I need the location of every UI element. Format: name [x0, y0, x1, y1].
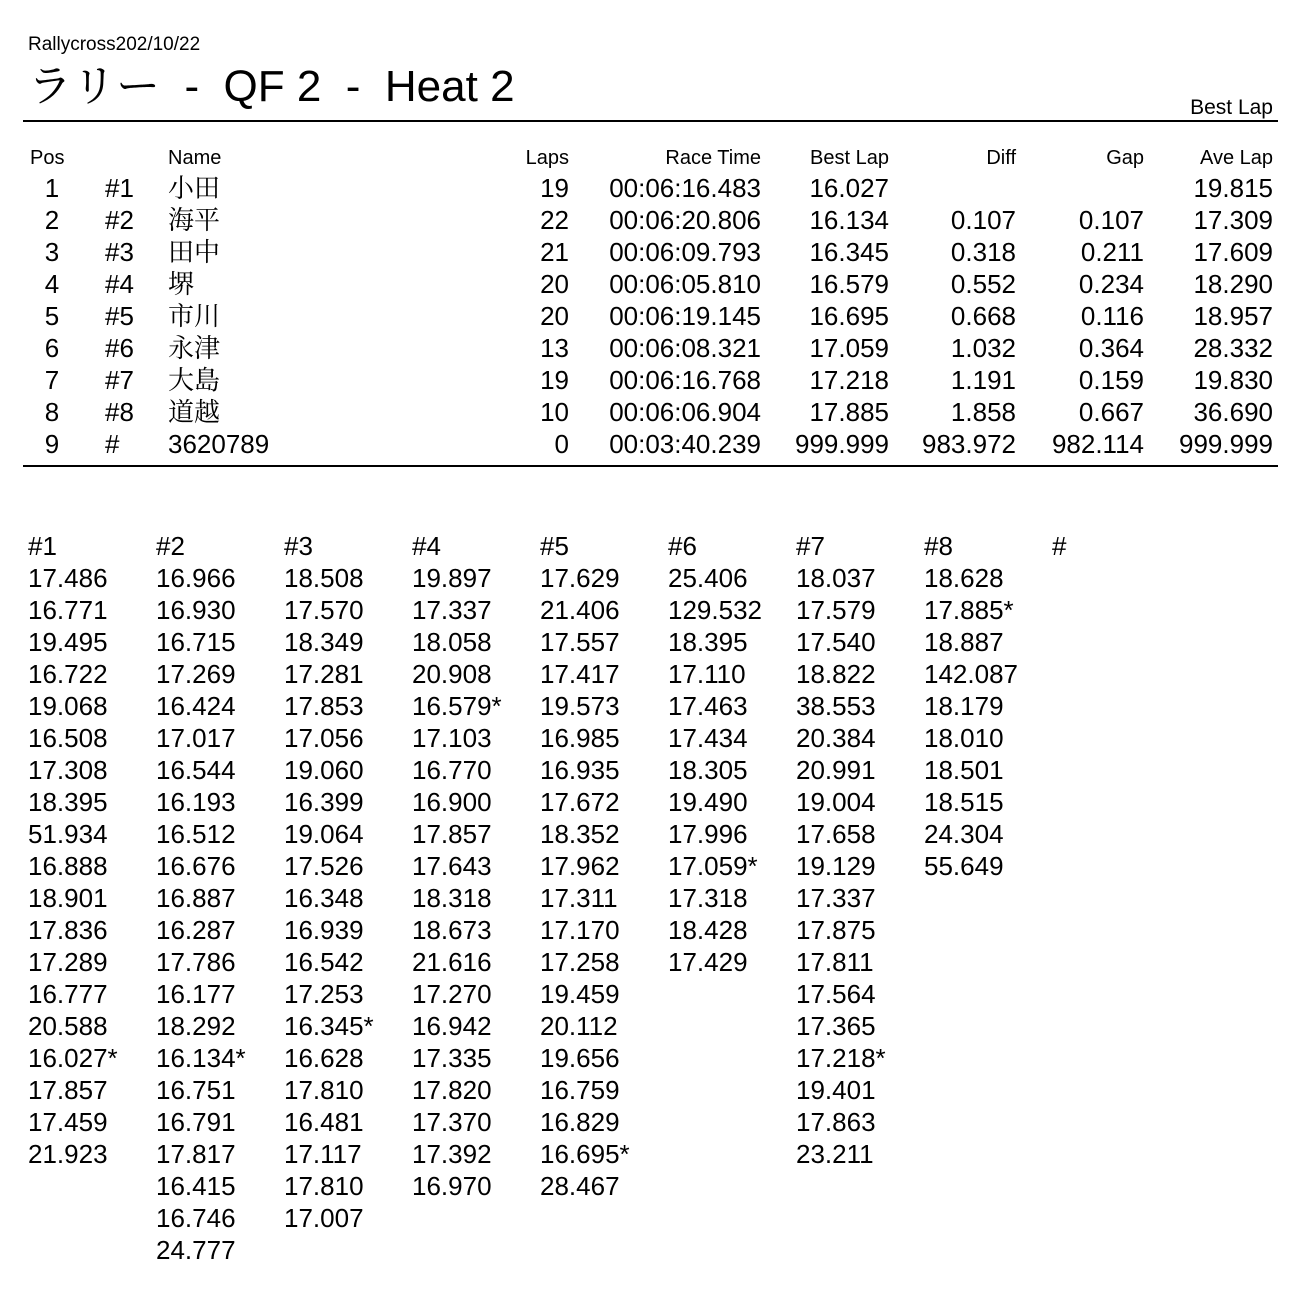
lap-time: 129.532 [668, 595, 762, 625]
result-row [0, 364, 1305, 396]
lap-time: 17.258 [540, 947, 620, 977]
lap-time: 24.777 [156, 1235, 236, 1265]
result-row [0, 332, 1305, 364]
lap-time: 17.289 [28, 947, 108, 977]
lap-time: 18.508 [284, 563, 364, 593]
result-ave-lap: 18.957 [1193, 301, 1273, 331]
lap-time: 18.501 [924, 755, 1004, 785]
lap-time: 16.770 [412, 755, 492, 785]
result-gap: 0.667 [1078, 397, 1144, 427]
lap-time: 16.134* [156, 1043, 246, 1073]
result-laps: 21 [540, 237, 569, 267]
lap-time: 19.129 [796, 851, 876, 881]
lap-time: 16.676 [156, 851, 236, 881]
result-diff: 1.191 [950, 365, 1016, 395]
header-diff: Diff [986, 147, 1016, 169]
lap-column [1052, 530, 1178, 562]
result-driver-name: 永津 [168, 333, 221, 363]
result-best-lap: 17.218 [809, 365, 889, 395]
lap-time: 18.349 [284, 627, 364, 657]
lap-time: 18.037 [796, 563, 876, 593]
lap-time: 17.962 [540, 851, 620, 881]
lap-time: 17.007 [284, 1203, 364, 1233]
lap-time: 20.112 [540, 1011, 618, 1041]
lap-time: 19.064 [284, 819, 364, 849]
lap-time: 16.777 [28, 979, 108, 1009]
result-diff: 0.318 [950, 237, 1016, 267]
result-diff: 1.032 [950, 333, 1016, 363]
lap-column-header: #3 [284, 531, 313, 561]
results-table [0, 144, 1305, 460]
result-ave-lap: 17.309 [1193, 205, 1273, 235]
lap-time: 17.885* [924, 595, 1014, 625]
header-pos: Pos [30, 147, 65, 169]
result-diff: 0.107 [950, 205, 1016, 235]
lap-time: 17.170 [540, 915, 620, 945]
lap-time: 17.335 [412, 1043, 492, 1073]
lap-time: 23.211 [796, 1139, 874, 1169]
lap-time: 17.459 [28, 1107, 108, 1137]
lap-time: 51.934 [28, 819, 108, 849]
lap-time: 18.515 [924, 787, 1004, 817]
result-diff: 983.972 [922, 429, 1016, 459]
lap-time: 17.392 [412, 1139, 492, 1169]
result-ave-lap: 19.830 [1193, 365, 1273, 395]
lap-time: 17.643 [412, 851, 492, 881]
result-diff: 0.552 [950, 269, 1016, 299]
lap-time: 21.923 [28, 1139, 108, 1169]
lap-time: 17.811 [796, 947, 874, 977]
result-car-number: #2 [105, 205, 134, 235]
lap-time: 17.434 [668, 723, 748, 753]
result-race-time: 00:06:16.768 [609, 365, 761, 395]
lap-time: 142.087 [924, 659, 1018, 689]
lap-time: 17.672 [540, 787, 620, 817]
lap-time: 17.629 [540, 563, 620, 593]
lap-column-header: #1 [28, 531, 57, 561]
result-laps: 19 [540, 365, 569, 395]
lap-time: 17.463 [668, 691, 748, 721]
event-subtitle: Rallycross202/10/22 [28, 34, 201, 55]
result-driver-name: 市川 [168, 301, 221, 331]
lap-column [412, 530, 538, 1202]
lap-time: 17.820 [412, 1075, 492, 1105]
lap-time: 18.887 [924, 627, 1004, 657]
sort-label: Best Lap [1190, 96, 1273, 119]
result-row [0, 300, 1305, 332]
lap-time: 17.817 [156, 1139, 236, 1169]
results-body [0, 172, 1305, 460]
header-name: Name [168, 147, 222, 169]
result-best-lap: 17.885 [809, 397, 889, 427]
lap-time: 17.810 [284, 1075, 364, 1105]
lap-time: 19.495 [28, 627, 108, 657]
lap-time: 18.305 [668, 755, 748, 785]
lap-time: 18.428 [668, 915, 748, 945]
lap-column [156, 530, 282, 1266]
result-race-time: 00:06:16.483 [609, 173, 761, 203]
lap-time: 17.270 [412, 979, 492, 1009]
lap-column-header: #6 [668, 531, 697, 561]
lap-time: 16.287 [156, 915, 236, 945]
result-gap: 0.116 [1080, 301, 1144, 331]
result-row [0, 204, 1305, 236]
result-pos: 1 [44, 173, 60, 203]
lap-time: 16.544 [156, 755, 236, 785]
result-pos: 3 [44, 237, 60, 267]
lap-time: 17.579 [796, 595, 876, 625]
lap-time: 18.318 [412, 883, 492, 913]
lap-time: 17.370 [412, 1107, 492, 1137]
result-gap: 0.234 [1078, 269, 1144, 299]
result-race-time: 00:06:06.904 [609, 397, 761, 427]
header-laps: Laps [525, 147, 569, 169]
lap-time: 16.829 [540, 1107, 620, 1137]
result-car-number: #6 [105, 333, 134, 363]
lap-time: 17.486 [28, 563, 108, 593]
lap-column-header: #7 [796, 531, 825, 561]
result-best-lap: 16.695 [809, 301, 889, 331]
lap-column [28, 530, 154, 1170]
lap-time: 20.991 [796, 755, 876, 785]
result-best-lap: 16.134 [809, 205, 889, 235]
lap-time: 18.179 [924, 691, 1004, 721]
lap-time: 16.751 [156, 1075, 236, 1105]
lap-time: 16.193 [156, 787, 236, 817]
lap-time: 16.930 [156, 595, 236, 625]
lap-time: 17.337 [412, 595, 492, 625]
lap-time: 17.526 [284, 851, 364, 881]
lap-time: 17.269 [156, 659, 236, 689]
lap-time: 17.557 [540, 627, 620, 657]
lap-time: 19.401 [796, 1075, 876, 1105]
lap-time: 38.553 [796, 691, 876, 721]
result-pos: 9 [44, 429, 60, 459]
lap-time: 28.467 [540, 1171, 620, 1201]
lap-time: 18.628 [924, 563, 1004, 593]
lap-time: 16.695* [540, 1139, 630, 1169]
lap-time: 19.068 [28, 691, 108, 721]
lap-time: 16.481 [284, 1107, 364, 1137]
result-driver-name: 3620789 [168, 429, 270, 459]
lap-time: 17.810 [284, 1171, 364, 1201]
lap-column-header: #5 [540, 531, 569, 561]
lap-time: 20.588 [28, 1011, 108, 1041]
result-laps: 13 [540, 333, 569, 363]
result-best-lap: 16.027 [809, 173, 889, 203]
lap-time: 17.308 [28, 755, 108, 785]
result-row [0, 268, 1305, 300]
lap-time: 16.888 [28, 851, 108, 881]
lap-time: 17.429 [668, 947, 748, 977]
lap-time: 16.939 [284, 915, 364, 945]
result-gap: 0.211 [1080, 237, 1144, 267]
lap-time: 21.406 [540, 595, 620, 625]
lap-time: 17.863 [796, 1107, 876, 1137]
lap-time: 16.508 [28, 723, 108, 753]
result-car-number: #7 [105, 365, 134, 395]
lap-column-header: #4 [412, 531, 441, 561]
result-laps: 20 [540, 301, 569, 331]
result-race-time: 00:06:20.806 [609, 205, 761, 235]
lap-time: 17.658 [796, 819, 876, 849]
result-row [0, 236, 1305, 268]
results-header-row [0, 144, 1305, 172]
result-ave-lap: 17.609 [1193, 237, 1273, 267]
lap-time: 16.345* [284, 1011, 374, 1041]
result-race-time: 00:06:19.145 [609, 301, 761, 331]
result-best-lap: 16.345 [809, 237, 889, 267]
result-pos: 6 [44, 333, 60, 363]
result-ave-lap: 18.290 [1193, 269, 1273, 299]
lap-time: 16.935 [540, 755, 620, 785]
lap-time: 16.348 [284, 883, 364, 913]
lap-time: 18.292 [156, 1011, 236, 1041]
lap-time: 17.253 [284, 979, 364, 1009]
lap-time: 17.056 [284, 723, 364, 753]
result-pos: 4 [44, 269, 60, 299]
result-laps: 10 [540, 397, 569, 427]
result-driver-name: 海平 [168, 205, 221, 235]
result-ave-lap: 28.332 [1193, 333, 1273, 363]
lap-column-header: #8 [924, 531, 953, 561]
result-laps: 22 [540, 205, 569, 235]
lap-time: 25.406 [668, 563, 748, 593]
result-laps: 0 [554, 429, 569, 459]
result-car-number: #5 [105, 301, 134, 331]
lap-time: 16.970 [412, 1171, 492, 1201]
result-race-time: 00:06:05.810 [609, 269, 761, 299]
lap-time: 16.415 [156, 1171, 236, 1201]
result-car-number: #4 [105, 269, 134, 299]
lap-time: 17.017 [156, 723, 236, 753]
lap-column-header: #2 [156, 531, 185, 561]
lap-time: 19.490 [668, 787, 748, 817]
result-driver-name: 田中 [168, 237, 221, 267]
lap-time: 17.417 [540, 659, 620, 689]
result-car-number: # [105, 429, 120, 459]
lap-column [540, 530, 666, 1202]
lap-time: 16.771 [28, 595, 108, 625]
lap-time: 17.857 [412, 819, 492, 849]
result-pos: 7 [44, 365, 60, 395]
lap-time: 17.836 [28, 915, 108, 945]
result-pos: 5 [44, 301, 60, 331]
result-car-number: #8 [105, 397, 134, 427]
lap-time: 19.004 [796, 787, 876, 817]
lap-time: 17.786 [156, 947, 236, 977]
result-driver-name: 堺 [168, 269, 195, 299]
result-car-number: #1 [105, 173, 134, 203]
result-driver-name: 大島 [168, 365, 221, 395]
lap-column-header: # [1052, 531, 1067, 561]
lap-time: 17.996 [668, 819, 748, 849]
lap-time: 16.759 [540, 1075, 620, 1105]
lap-time: 17.564 [796, 979, 876, 1009]
header-ave-lap: Ave Lap [1199, 147, 1273, 169]
lap-column [796, 530, 922, 1170]
result-gap: 0.159 [1078, 365, 1144, 395]
lap-column [924, 530, 1050, 882]
lap-time: 19.656 [540, 1043, 620, 1073]
lap-time: 17.059* [668, 851, 758, 881]
result-pos: 2 [44, 205, 60, 235]
result-gap: 982.114 [1051, 429, 1144, 459]
lap-time: 18.352 [540, 819, 620, 849]
lap-time: 17.311 [540, 883, 618, 913]
result-diff: 1.858 [950, 397, 1016, 427]
lap-time: 19.897 [412, 563, 492, 593]
lap-time: 17.281 [284, 659, 364, 689]
lap-time: 16.512 [156, 819, 236, 849]
lap-time: 16.791 [156, 1107, 236, 1137]
header-best-lap: Best Lap [810, 147, 889, 169]
result-ave-lap: 36.690 [1193, 397, 1273, 427]
result-race-time: 00:06:09.793 [609, 237, 761, 267]
lap-time: 19.060 [284, 755, 364, 785]
lap-time: 16.027* [28, 1043, 118, 1073]
lap-time: 16.722 [28, 659, 108, 689]
lap-time: 17.875 [796, 915, 876, 945]
lap-time: 17.318 [668, 883, 748, 913]
result-row [0, 172, 1305, 204]
header-gap: Gap [1106, 147, 1144, 169]
header-race-time: Race Time [665, 147, 761, 169]
header-divider [23, 120, 1278, 122]
result-diff: 0.668 [950, 301, 1016, 331]
lap-time: 19.573 [540, 691, 620, 721]
result-driver-name: 道越 [168, 397, 221, 427]
lap-time: 16.177 [156, 979, 236, 1009]
lap-time: 21.616 [412, 947, 492, 977]
result-laps: 20 [540, 269, 569, 299]
lap-time: 16.399 [284, 787, 364, 817]
result-row [0, 396, 1305, 428]
result-row [0, 428, 1305, 460]
result-race-time: 00:06:08.321 [609, 333, 761, 363]
lap-time: 17.117 [284, 1139, 362, 1169]
lap-time: 16.942 [412, 1011, 492, 1041]
lap-time: 17.857 [28, 1075, 108, 1105]
result-ave-lap: 19.815 [1193, 173, 1273, 203]
lap-time: 17.365 [796, 1011, 876, 1041]
result-gap: 0.107 [1078, 205, 1144, 235]
lap-time: 18.010 [924, 723, 1004, 753]
result-driver-name: 小田 [168, 173, 221, 203]
result-laps: 19 [540, 173, 569, 203]
lap-time: 16.746 [156, 1203, 236, 1233]
lap-time: 17.540 [796, 627, 876, 657]
lap-time: 55.649 [924, 851, 1004, 881]
lap-column [668, 530, 794, 978]
lap-time: 20.908 [412, 659, 492, 689]
lap-time: 17.103 [412, 723, 492, 753]
lap-time: 16.966 [156, 563, 236, 593]
result-ave-lap: 999.999 [1179, 429, 1273, 459]
result-race-time: 00:03:40.239 [609, 429, 761, 459]
lap-time: 17.110 [668, 659, 746, 689]
lap-time: 16.715 [156, 627, 236, 657]
lap-time: 18.395 [28, 787, 108, 817]
lap-time: 17.570 [284, 595, 364, 625]
lap-time: 18.673 [412, 915, 492, 945]
results-divider [23, 465, 1278, 467]
lap-time: 17.218* [796, 1043, 886, 1073]
result-car-number: #3 [105, 237, 134, 267]
lap-time: 17.853 [284, 691, 364, 721]
lap-time: 17.337 [796, 883, 876, 913]
result-pos: 8 [44, 397, 60, 427]
lap-time: 16.985 [540, 723, 620, 753]
lap-column [284, 530, 410, 1234]
page-title: ラリー - QF 2 - Heat 2 [28, 62, 515, 111]
lap-time: 20.384 [796, 723, 876, 753]
lap-time: 24.304 [924, 819, 1004, 849]
lap-time: 18.822 [796, 659, 876, 689]
lap-time: 19.459 [540, 979, 620, 1009]
result-best-lap: 999.999 [795, 429, 889, 459]
lap-time: 16.542 [284, 947, 364, 977]
lap-time: 16.628 [284, 1043, 364, 1073]
lap-time: 18.395 [668, 627, 748, 657]
result-gap: 0.364 [1078, 333, 1144, 363]
lap-time: 18.058 [412, 627, 492, 657]
lap-time: 16.424 [156, 691, 236, 721]
result-best-lap: 17.059 [809, 333, 889, 363]
lap-time: 16.900 [412, 787, 492, 817]
lap-time: 18.901 [28, 883, 108, 913]
lap-time: 16.887 [156, 883, 236, 913]
result-best-lap: 16.579 [809, 269, 889, 299]
lap-time: 16.579* [412, 691, 502, 721]
